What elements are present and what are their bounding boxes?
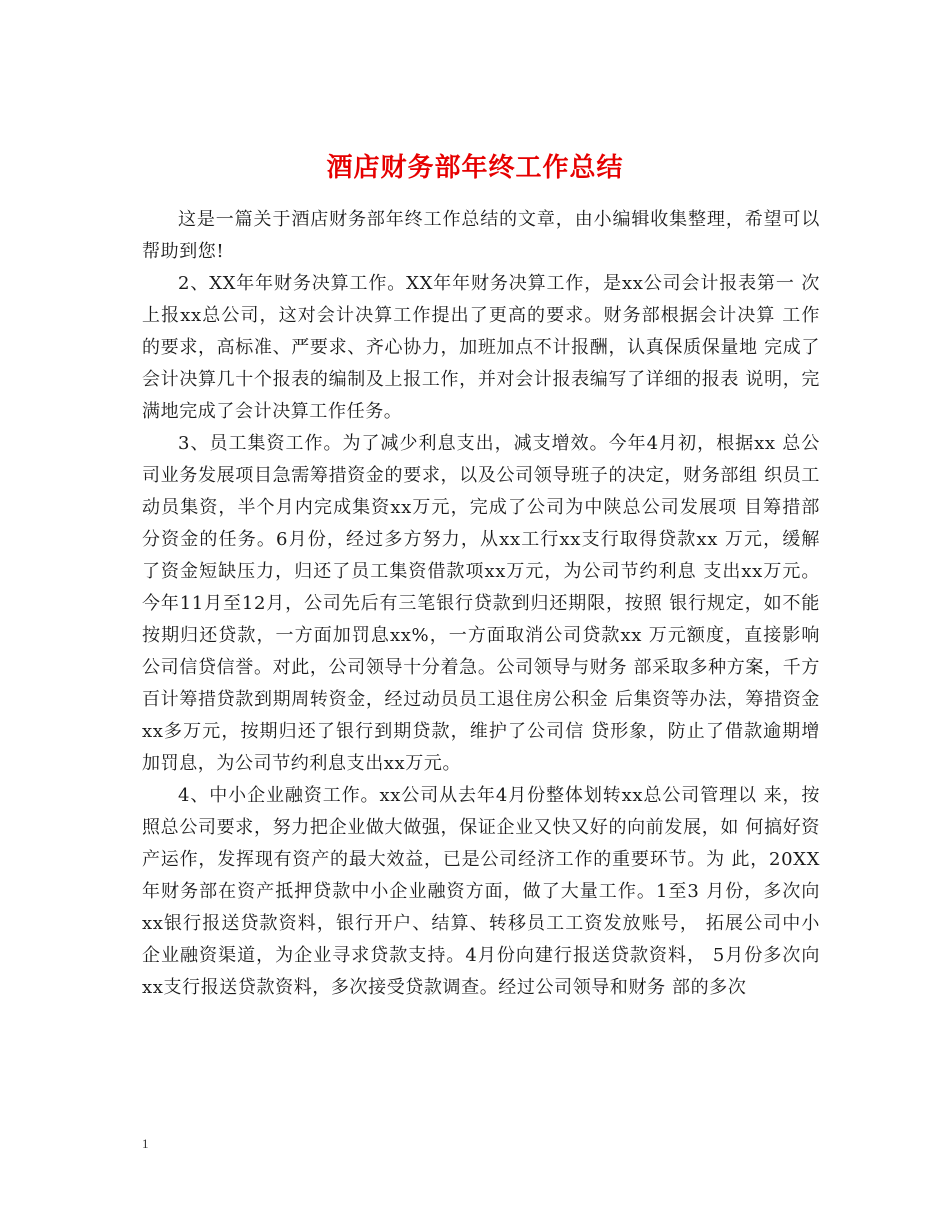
intro-paragraph: 这是一篇关于酒店财务部年终工作总结的文章，由小编辑收集整理，希望可以帮助到您! bbox=[142, 209, 820, 262]
document-title: 酒店财务部年终工作总结 bbox=[326, 153, 624, 184]
page-number: 1 bbox=[142, 1136, 149, 1151]
section-4-paragraph: 4、中小企业融资工作。xx公司从去年4月份整体划转xx总公司管理以 来，按照总公司要求，努力把企业做大做强，保证企业又快又好的向前发展，如 何搞好资产运作，发挥现有资产的最大效益，已是公司经济工作的重要环节。为 此，20XX年财务部在资产抵押贷款中小企业融资方面，做了大量工作。1至3 月份，多次向xx银行报送贷款资料，银行开户、结算、转移员工工资发放账号， 拓展公司中小企业融资渠道，为企业寻求贷款支持。4月份向建行报送贷款资料， 5月份多次向xx支行报送贷款资料，多次接受贷款调查。经过公司领导和财务 部的多次 bbox=[142, 785, 820, 998]
section-2-paragraph: 2、XX年年财务决算工作。XX年年财务决算工作，是xx公司会计报表第一 次上报xx总公司，这对会计决算工作提出了更高的要求。财务部根据会计决算 工作的要求，高标准、严要求、齐心协力，加班加点不计报酬，认真保质保量地 完成了会计决算几十个报表的编制及上报工作，并对会计报表编写了详细的报表 说明，完满地完成了会计决算工作任务。 bbox=[142, 273, 820, 422]
section-3-paragraph: 3、员工集资工作。为了减少利息支出，减支增效。今年4月初，根据xx 总公司业务发展项目急需筹措资金的要求，以及公司领导班子的决定，财务部组 织员工动员集资，半个月内完成集资xx万元，完成了公司为中陕总公司发展项 目筹措部分资金的任务。6月份，经过多方努力，从xx工行xx支行取得贷款xx 万元，缓解了资金短缺压力，归还了员工集资借款项xx万元，为公司节约利息 支出xx万元。今年11月至12月，公司先后有三笔银行贷款到归还期限，按照 银行规定，如不能按期归还贷款，一方面加罚息xx%，一方面取消公司贷款xx 万元额度，直接影响公司信贷信誉。对此，公司领导十分着急。公司领导与财务 部采取多种方案，千方百计筹措贷款到期周转资金，经过动员员工退住房公积金 后集资等办法，筹措资金xx多万元，按期归还了银行到期贷款，维护了公司信 贷形象，防止了借款逾期增加罚息，为公司节约利息支出xx万元。 bbox=[142, 433, 820, 774]
document-body bbox=[142, 204, 820, 1004]
